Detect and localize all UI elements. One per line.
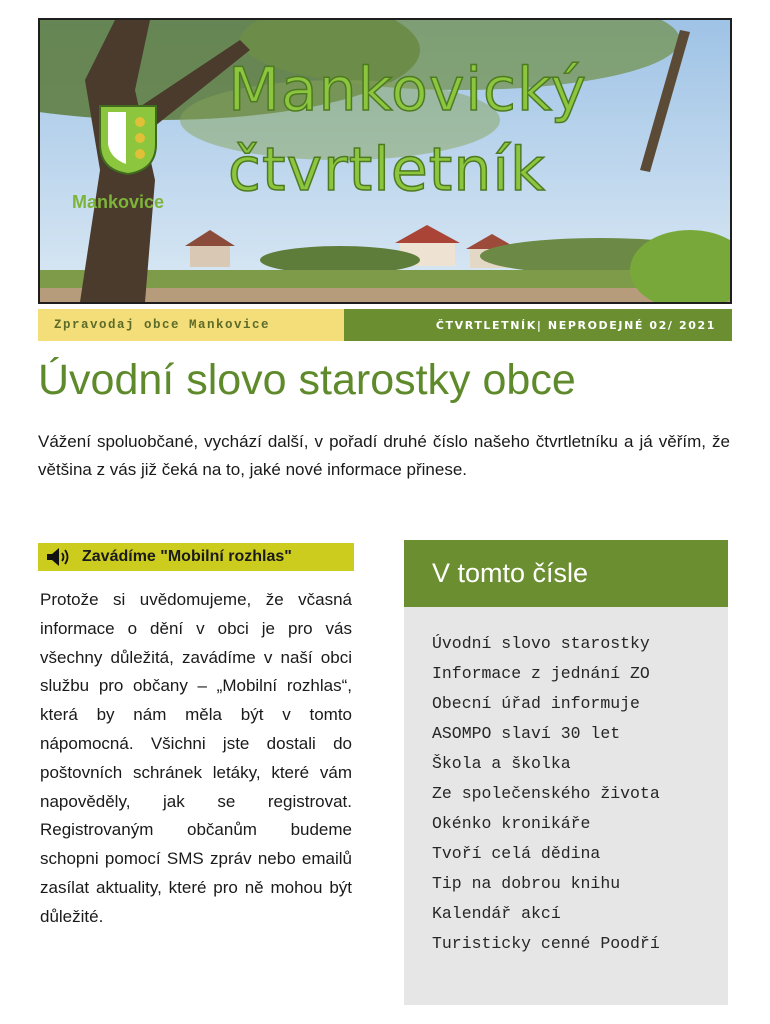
toc-item: Obecní úřad informuje (432, 694, 640, 713)
intro-paragraph: Vážení spoluobčané, vychází další, v pořadí druhé číslo našeho čtvrtletníku a já věřím, že většina z vás již čeká na to, jaké nové informace přinese. (38, 432, 730, 479)
toc-item: Okénko kronikáře (432, 814, 591, 833)
section-heading: Zavádíme "Mobilní rozhlas" (82, 548, 292, 565)
sidebar-title: V tomto čísle (404, 540, 728, 607)
page-title: Úvodní slovo starostky obce (38, 356, 576, 404)
toc-item: Ze společenského života (432, 784, 660, 803)
header-banner (38, 18, 732, 304)
section-body: Protože si uvědomujeme, že včasná informace o dění v obci je pro vás všechny důležitá, zavádíme v naší obci službu pro občany – „Mobilní rozhlas“, která by nám měla být v tomto nápomocná. Všichni jste dostali do poštovních schránek letáky, které vám napověděly, jak se registrovat. Registrovaným občanům budeme schopni pomocí SMS zpráv nebo emailů zasílat aktuality, které pro ně mohou být důležité. (40, 590, 352, 926)
table-of-contents (432, 629, 728, 959)
toc-item: Škola a školka (432, 754, 571, 773)
toc-item: ASOMPO slaví 30 let (432, 724, 621, 743)
toc-item: Informace z jednání ZO (432, 664, 650, 683)
newsletter-title-line1: Mankovický (228, 55, 588, 125)
toc-item: Kalendář akcí (432, 904, 561, 923)
toc-item: Tvoří celá dědina (432, 844, 601, 863)
sidebar-contents (404, 607, 728, 1005)
logo-text: Mankovice (72, 192, 165, 212)
issue-info-bar (38, 309, 732, 341)
toc-item: Tip na dobrou knihu (432, 874, 621, 893)
section-heading-bar (38, 543, 354, 571)
coat-of-arms-logo (98, 104, 158, 176)
newsletter-title-line2: čtvrtletník (228, 135, 546, 205)
publisher-label: Zpravodaj obce Mankovice (38, 309, 344, 341)
toc-item: Úvodní slovo starostky (432, 634, 650, 653)
issue-label: ČTVRTLETNÍK| NEPRODEJNÉ 02/ 2021 (344, 309, 732, 341)
toc-item: Turisticky cenné Poodří (432, 934, 660, 953)
speaker-icon (46, 547, 72, 567)
